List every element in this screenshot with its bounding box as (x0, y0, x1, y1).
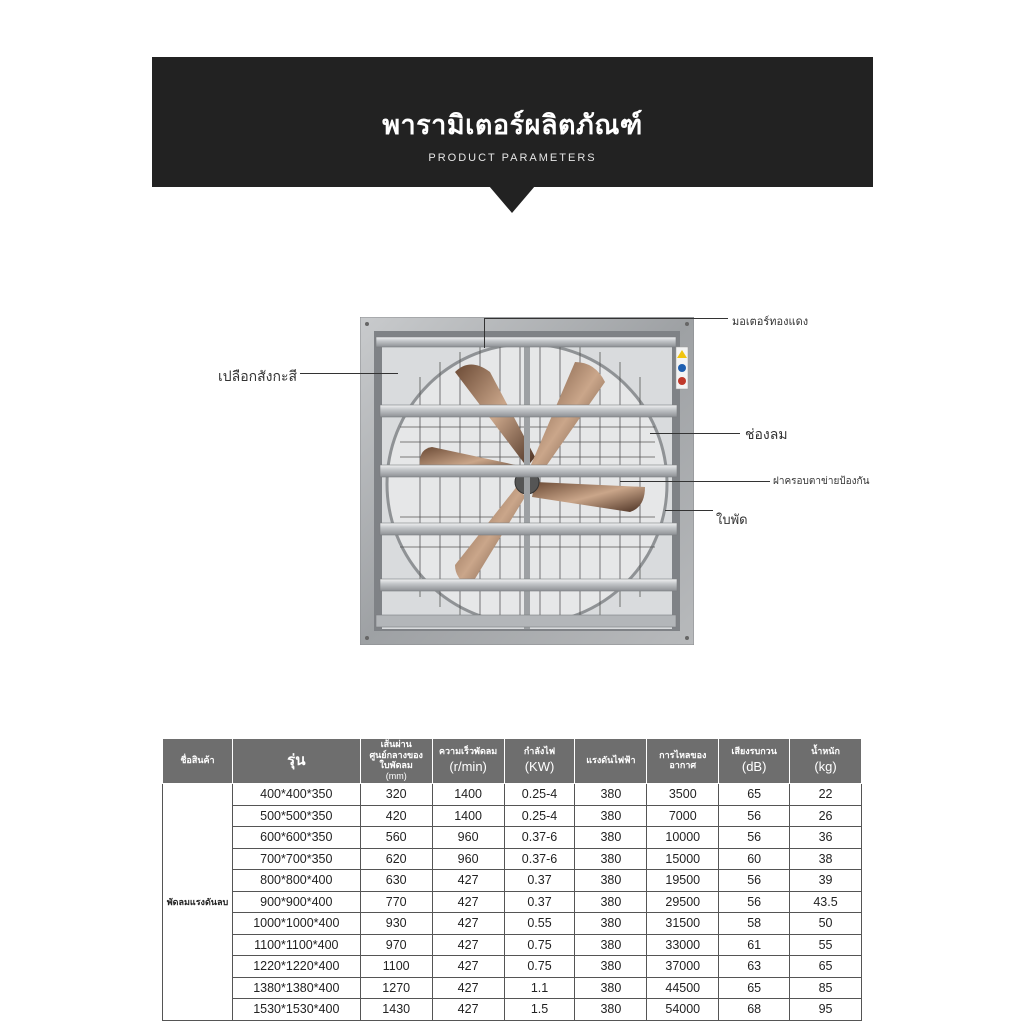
table-cell: 95 (790, 999, 862, 1021)
table-cell: 0.37-6 (504, 848, 575, 870)
table-cell: 1380*1380*400 (232, 977, 360, 999)
table-cell: 1400 (432, 784, 504, 806)
table-cell: 65 (719, 784, 790, 806)
table-cell: 0.25-4 (504, 805, 575, 827)
table-cell: 29500 (647, 891, 719, 913)
table-row (163, 977, 862, 999)
table-cell: 1400 (432, 805, 504, 827)
label-blade: ใบพัด (716, 513, 748, 528)
table-cell: 7000 (647, 805, 719, 827)
table-cell: 380 (575, 956, 647, 978)
table-cell: 900*900*400 (232, 891, 360, 913)
header-banner (152, 57, 873, 187)
table-cell: 630 (360, 870, 432, 892)
header-weight: น้ำหนัก (kg) (790, 739, 862, 784)
table-cell: 68 (719, 999, 790, 1021)
table-cell: 38 (790, 848, 862, 870)
table-cell: 930 (360, 913, 432, 935)
table-cell: 380 (575, 934, 647, 956)
table-cell: 400*400*350 (232, 784, 360, 806)
table-cell: 380 (575, 870, 647, 892)
table-cell: 427 (432, 891, 504, 913)
table-cell: 56 (719, 891, 790, 913)
callout-line-shell (300, 373, 398, 374)
product-spec-table (162, 738, 862, 1021)
table-cell: 0.37 (504, 891, 575, 913)
table-cell: 427 (432, 870, 504, 892)
header-airflow: การไหลของอากาศ (647, 739, 719, 784)
table-cell: 960 (432, 848, 504, 870)
table-cell: 620 (360, 848, 432, 870)
table-cell: 1000*1000*400 (232, 913, 360, 935)
table-cell: 55 (790, 934, 862, 956)
table-cell: 37000 (647, 956, 719, 978)
table-cell: 65 (719, 977, 790, 999)
callout-line-motor-drop (484, 318, 485, 348)
table-body (163, 784, 862, 1021)
table-cell: 0.37 (504, 870, 575, 892)
table-cell: 10000 (647, 827, 719, 849)
table-cell: 800*800*400 (232, 870, 360, 892)
header-speed: ความเร็วพัดลม (r/min) (432, 739, 504, 784)
table-cell: 500*500*350 (232, 805, 360, 827)
table-cell: 0.37-6 (504, 827, 575, 849)
table-cell: 1270 (360, 977, 432, 999)
table-cell: 427 (432, 999, 504, 1021)
table-cell: 60 (719, 848, 790, 870)
banner-pointer (489, 186, 535, 213)
header-product-name: ชื่อสินค้า (163, 739, 233, 784)
table-cell: 380 (575, 784, 647, 806)
table-cell: 63 (719, 956, 790, 978)
table-cell: 380 (575, 848, 647, 870)
table-cell: 56 (719, 827, 790, 849)
table-cell: 56 (719, 870, 790, 892)
table-cell: 54000 (647, 999, 719, 1021)
callout-line-protective-cover (620, 481, 770, 482)
table-cell: 380 (575, 805, 647, 827)
table-cell: 0.75 (504, 956, 575, 978)
header-diameter: เส้นผ่านศูนย์กลางของใบพัดลม (mm) (360, 739, 432, 784)
label-shell: เปลือกสังกะสี (218, 369, 298, 385)
table-cell: 39 (790, 870, 862, 892)
table-cell: 44500 (647, 977, 719, 999)
table-cell: 700*700*350 (232, 848, 360, 870)
table-row (163, 913, 862, 935)
table-cell: 22 (790, 784, 862, 806)
table-cell: 1530*1530*400 (232, 999, 360, 1021)
table-cell: 58 (719, 913, 790, 935)
table-cell: 0.25-4 (504, 784, 575, 806)
callout-line-air-vent (650, 433, 740, 434)
table-cell: 1.5 (504, 999, 575, 1021)
table-row (163, 805, 862, 827)
table-cell: 50 (790, 913, 862, 935)
callout-line-motor (484, 318, 728, 319)
table-row (163, 956, 862, 978)
table-cell: 31500 (647, 913, 719, 935)
table-cell: 420 (360, 805, 432, 827)
table-cell: 26 (790, 805, 862, 827)
table-cell: 427 (432, 977, 504, 999)
table-cell: 380 (575, 827, 647, 849)
table-cell: 56 (719, 805, 790, 827)
table-cell: 380 (575, 891, 647, 913)
page-title: พารามิเตอร์ผลิตภัณฑ์ (382, 110, 643, 141)
page-subtitle: PRODUCT PARAMETERS (428, 152, 597, 164)
label-air-vent: ช่องลม (745, 427, 788, 443)
table-cell: 960 (432, 827, 504, 849)
table-cell: 3500 (647, 784, 719, 806)
table-cell: 320 (360, 784, 432, 806)
table-cell: 1.1 (504, 977, 575, 999)
header-model: รุ่น (232, 739, 360, 784)
table-cell: 380 (575, 999, 647, 1021)
table-cell: 19500 (647, 870, 719, 892)
table-cell: 15000 (647, 848, 719, 870)
table-cell: 1220*1220*400 (232, 956, 360, 978)
table-cell: 560 (360, 827, 432, 849)
table-cell: 61 (719, 934, 790, 956)
table-cell: 427 (432, 956, 504, 978)
table-cell: 427 (432, 913, 504, 935)
table-cell: 970 (360, 934, 432, 956)
table-cell: 1100*1100*400 (232, 934, 360, 956)
table-cell: 0.75 (504, 934, 575, 956)
header-power: กำลังไฟ (KW) (504, 739, 575, 784)
table-cell: 33000 (647, 934, 719, 956)
table-cell: 1430 (360, 999, 432, 1021)
table-cell: 600*600*350 (232, 827, 360, 849)
label-protective-cover: ฝาครอบตาข่ายป้องกัน (773, 476, 870, 487)
table-cell: 0.55 (504, 913, 575, 935)
table-row (163, 891, 862, 913)
table-cell: 427 (432, 934, 504, 956)
callout-line-blade (665, 510, 713, 511)
table-header-row (163, 739, 862, 784)
table-row (163, 827, 862, 849)
table-cell: 380 (575, 977, 647, 999)
header-noise: เสียงรบกวน (dB) (719, 739, 790, 784)
table-cell: 1100 (360, 956, 432, 978)
label-motor: มอเตอร์ทองแดง (732, 315, 809, 328)
table-row (163, 784, 862, 806)
table-row (163, 848, 862, 870)
table-cell: 380 (575, 913, 647, 935)
table-row (163, 934, 862, 956)
table-row (163, 870, 862, 892)
table-cell: 65 (790, 956, 862, 978)
header-voltage: แรงดันไฟฟ้า (575, 739, 647, 784)
table-cell: 770 (360, 891, 432, 913)
product-name-cell: พัดลมแรงดันลบ (163, 784, 233, 1021)
table-row (163, 999, 862, 1021)
table-cell: 85 (790, 977, 862, 999)
table-cell: 43.5 (790, 891, 862, 913)
table-cell: 36 (790, 827, 862, 849)
